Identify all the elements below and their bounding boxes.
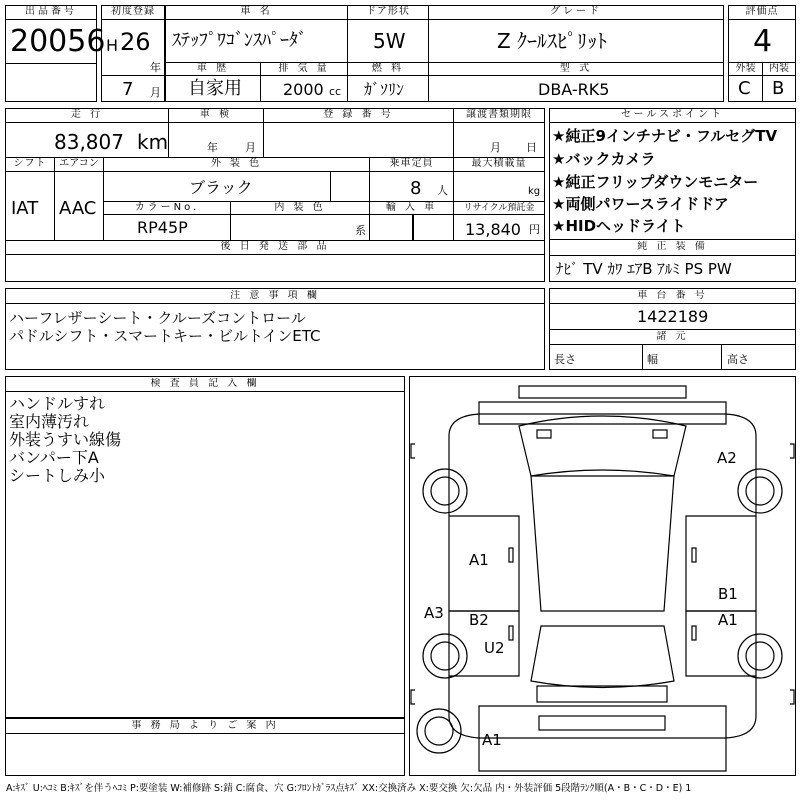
genuine-equipment: ﾅﾋﾞ TV ｶﾜ ｴｱB ｱﾙﾐ PS PW [556,260,732,278]
inspector-line-4: バンパー下A [9,448,99,467]
spec-width-label: 幅 [647,353,658,366]
score-label: 評価点 [745,6,779,17]
transfer-month-unit: 月 [490,141,501,154]
spec-height-label: 高さ [727,353,749,366]
interior-label: 内装 [769,63,789,74]
spec-length-label: 長さ [554,353,576,366]
genuine-label: 純 正 装 備 [637,241,708,252]
interior-color-unit: 系 [355,224,366,237]
sales-point-4: ★両側パワースライドドア [552,195,729,213]
grade-label: グレード [550,6,602,17]
transfer-label: 譲渡書類期限 [466,109,532,120]
reg-year: 26 [120,28,151,56]
import-divider [412,214,414,241]
inspector-line-1: ハンドルすれ [9,394,106,413]
history: 自家用 [188,78,242,99]
fuel-label: 燃 料 [371,63,405,74]
model-label: 型 式 [559,63,593,74]
mark-u2: U2 [484,639,505,657]
displacement-label: 排 気 量 [278,63,330,74]
load-label: 最大積載量 [471,158,527,169]
reg-month: 7 [122,79,134,100]
grade: Z ｸｰﾙｽﾋﾟﾘｯﾄ [497,29,608,53]
mileage-unit: km [137,130,169,154]
capacity-unit: 人 [437,184,448,197]
lot-number-label: 出品番号 [25,6,77,17]
sales-point-5: ★HIDヘッドライト [552,217,686,235]
sales-point-3: ★純正フリップダウンモニター [552,173,759,191]
ac: AAC [59,198,97,219]
inspector-line-2: 室内薄汚れ [9,412,90,431]
car-name-label: 車 名 [240,6,273,17]
score: 4 [753,24,773,59]
history-label: 車 歴 [196,63,230,74]
door-label: ドア形状 [366,6,410,17]
year-unit: 年 [150,61,161,74]
interior-score: B [772,78,785,99]
mark-a2: A2 [717,449,737,467]
notes-label: 注 意 事 項 欄 [230,290,320,301]
color: ブラック [189,178,253,197]
notes-line-2: パドルシフト・スマートキー・ビルトインETC [9,327,321,345]
color-divider [330,171,370,202]
recycle-unit: 円 [529,223,540,236]
exterior-score: C [738,78,751,99]
door-type: 5W [373,29,406,53]
chassis-number: 1422189 [637,307,709,326]
sales-point-2: ★バックカメラ [552,150,656,168]
inspection-year-unit: 年 [207,141,218,154]
first-reg-label: 初度登録 [111,6,155,17]
capacity: 8 [410,178,422,199]
fuel: ｶﾞｿﾘﾝ [364,80,405,99]
displacement-unit: cc [329,85,342,98]
import-label: 輸 入 車 [385,202,438,213]
later-parts-label: 後 日 発 送 部 品 [220,241,330,252]
color-no-label: カラーNo. [134,202,200,213]
transfer-day-unit: 日 [526,141,537,154]
inspector-line-3: 外装うすい線傷 [9,430,122,449]
spec-label: 諸 元 [656,331,689,342]
mark-a1-left: A1 [469,551,489,569]
color-no: RP45P [137,218,188,237]
legend: A:ｷｽﾞ U:ﾍｺﾐ B:ｷｽﾞを伴うﾍｺﾐ P:要塗装 W:補修跡 S:錆 C:腐食、穴 G:ﾌﾛﾝﾄｶﾞﾗｽ点ｷｽﾞ XX:交換済み X:要交換 欠:欠品 内・外装評価 5段階ﾗﾝｸ順(A・B・C・D・E) 1 [6,783,692,794]
mark-a1-bottom: A1 [482,731,502,749]
reg-number-label: 登 録 番 号 [323,109,394,120]
shift: IAT [11,198,39,219]
inspector-label: 検 査 員 記 入 欄 [150,378,260,389]
mark-b2: B2 [469,611,489,629]
lot-blank-cell [5,63,97,102]
inspection-month-unit: 月 [245,141,256,154]
model: DBA-RK5 [538,80,610,99]
color-label: 外 装 色 [210,158,263,169]
inspector-line-5: シートしみ小 [9,466,106,485]
recycle-label: リサイクル預託金 [463,203,535,213]
exterior-label: 外装 [735,63,756,74]
car-diagram [409,376,796,776]
office-label: 事 務 局 よ り ご 案 内 [131,720,279,731]
capacity-label: 乗車定員 [389,158,434,169]
mark-a1-right: A1 [718,611,738,629]
mileage: 83,807 [54,130,124,154]
car-name: ｽﾃｯﾌﾟﾜｺﾞﾝｽﾊﾟｰﾀﾞ [172,30,307,51]
sales-points-label: セールスポイント [620,109,725,120]
chassis-label: 車 台 番 号 [637,290,708,301]
interior-color-label: 内 装 色 [274,202,326,213]
era: H [106,36,119,55]
lot-number: 20056 [10,24,106,59]
notes-line-1: ハーフレザーシート・クルーズコントロール [9,309,306,327]
ac-label: エアコン [59,158,99,169]
shift-label: シフト [13,158,47,169]
sales-point-1: ★純正9インチナビ・フルセグTV [552,127,778,145]
displacement: 2000 [283,80,324,99]
mark-a3: A3 [424,604,444,622]
inspection-label: 車 検 [199,109,233,120]
mark-b1: B1 [718,585,738,603]
month-unit: 月 [150,86,161,99]
load-unit: kg [528,186,541,197]
mileage-label: 走 行 [70,109,104,120]
recycle: 13,840 [465,220,521,239]
